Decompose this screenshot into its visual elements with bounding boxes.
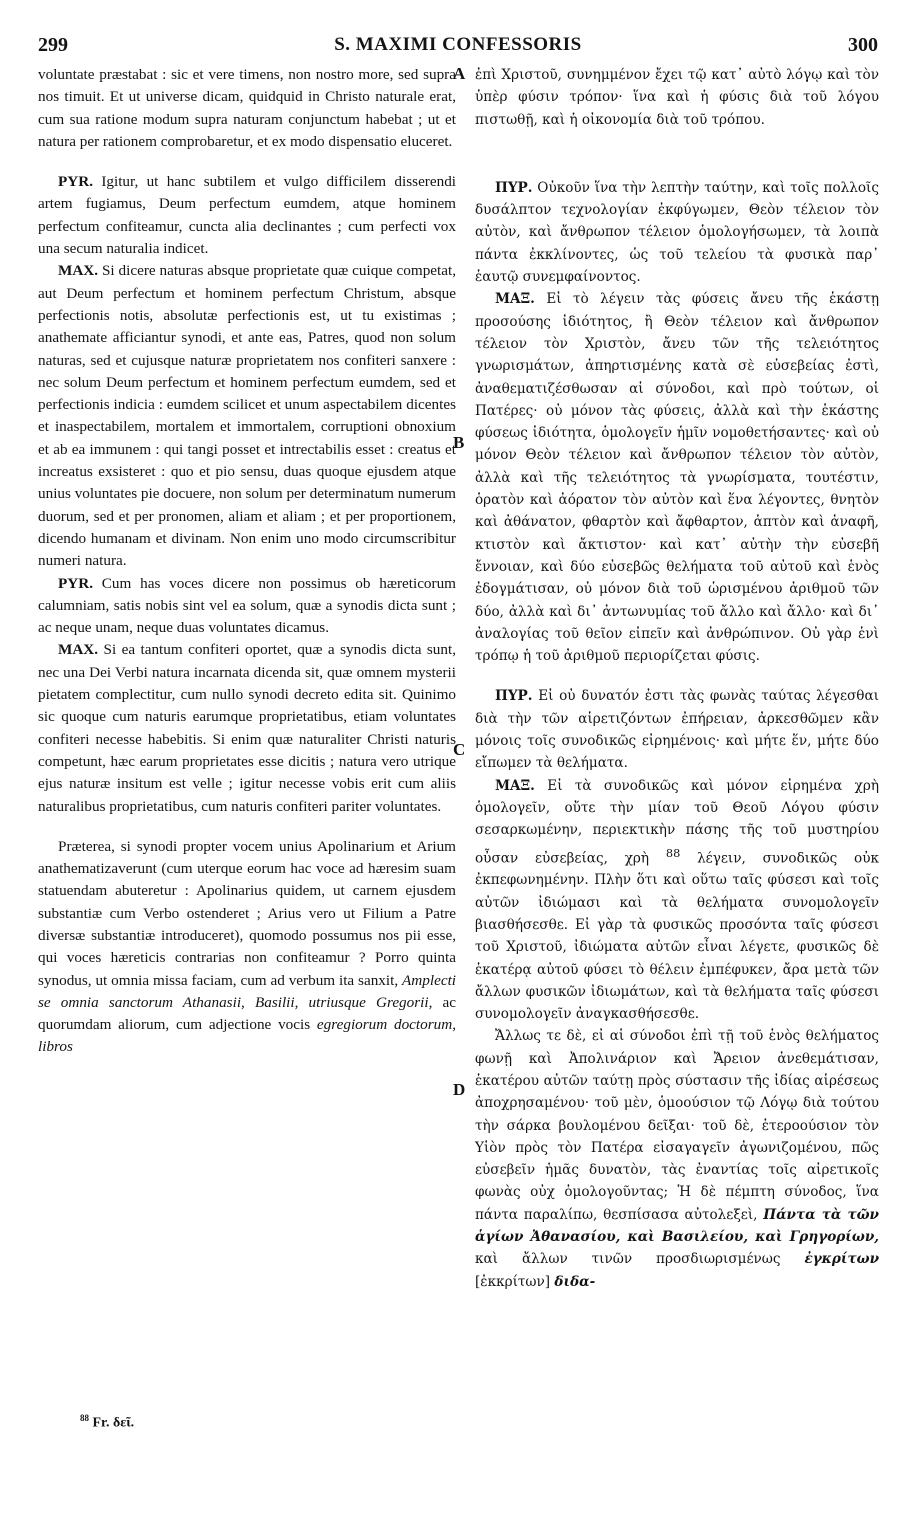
speaker-label: ΠΥΡ. [495,688,533,705]
greek-paragraph-5-text-b: λέγειν, συνοδικῶς οὐκ ἐκπεφωνημένην. Πλὴν ὅτι καὶ οὕτω ταῖς φύσεσι καὶ τοῖς αὐτῶν ἰδιώμασι καὶ τὰ θελήματα συνομολογεῖν βιασθήσεσθε. Εἰ γὰρ τὰ φυσικῶς προσόντα ταῖς φύσεσι τοῦ Χριστοῦ, ἰδιώματα αὐτῶν εἶναι λέγετε, φυσικῶς δὲ ἑκατέρᾳ αὐτοῦ φύσει τὸ θέλειν ἐμπέφυκεν, ἄρα μετὰ τῶν ἄλλων φυσικῶν ἰδιωμάτων, καὶ τὰ θελήματα ταῖς φύσεσι συνομολογεῖν ἀναγκασθήσεσθε. [475,850,879,1023]
greek-paragraph-6-text: Ἄλλως τε δὲ, εἰ αἱ σύνοδοι ἐπὶ τῇ τοῦ ἑνὸς θελήματος φωνῇ καὶ Ἀπολινάριον καὶ Ἄρειον ἀνεθεμάτισαν, ἑκατέρου αὐτῶν ταύτῃ πρὸς σύστασιν τῆς ἰδίας αἱρέσεως ἀποχρησαμένου· τοῦ μὲν, ὁμοούσιον τῷ Λόγῳ διὰ τούτου τὴν σάρκα βουλομένου δεῖξαι· τοῦ δὲ, ἑτεροούσιον τὸν Υἱὸν πρὸς τὸν Πατέρα εἰσαγαγεῖν ἀγωνιζομένου, πῶς εὐσεβεῖν ἡμᾶς δυνατὸν, τὰς ἐναντίας τοῖς αἱρετικοῖς φωνὰς οὐχ ὁμολογοῦντας; Ἡ δὲ πέμπτη σύνοδος, ἵνα πάντα παραλίπω, θεσπίσασα αὐτολεξεὶ, [475,1028,879,1223]
greek-paragraph-4-text: Εἰ οὐ δυνατόν ἐστι τὰς φωνὰς ταύτας λέγεσθαι διὰ τὴν τῶν αἱρετιζόντων ἐπήρειαν, ἀρκεσθῶμεν κἂν μόνοις τοῖς συνοδικῶς εἰρημένοις· καὶ μήτε ἕν, μήτε δύο εἴπωμεν τὰ θελήματα. [475,688,879,772]
latin-paragraph-6-text: Præterea, si synodi propter vocem unius Apolinarium et Arium anathematizaverunt (cum uterque eorum hac voce ad hæresim suam statuendam abuteretur : Apolinarius quidem, ut carnem ejusdem substantiæ cum Verbo ostenderet ; Arius vero ut Filium a Patre diversæ substantiæ introduceret), quomodo possumus nos pii esse, qui voces hæreticis contrarias non confiteamur ? Porro quinta synodus, ut omnia missa faciam, cum ad verbum ita sanxit, [38,837,456,989]
footnote-text: Fr. δεῖ. [92,1415,135,1431]
latin-paragraph-4-text: Cum has voces dicere non possimus ob hæreticorum calumniam, satis nobis sint vel ea solum, quæ a synodis dicta sunt ; ac neque unam, neque duas voluntates dicamus. [38,574,456,637]
greek-variant-reading: [ἐκκρίτων] [475,1273,551,1290]
greek-paragraph-3-text: Εἰ τὸ λέγειν τὰς φύσεις ἄνευ τῆς ἑκάστῃ προσούσης ἰδιότητος, ἢ Θεὸν τέλειον καὶ ἄνθρωπον τέλειον τὸν Χριστὸν, ἄνευ τῶν τῆς τελειότητος γνωρισμάτων, ἀπηρτισμένης κατὰ σὲ εὐσεβείας ἐστὶ, ἀναθεματιζέσθωσαν αἱ σύνοδοι, καὶ πρὸ τούτων, οἱ Πατέρες· οὐ μόνον τὰς φύσεις, ἀλλὰ καὶ τὴν ἑκάστης φύσεως ἰδιότητα, ὁμολογεῖν ἡμῖν νομοθετήσαντες· καὶ οὐ μόνον Θεὸν τέλειον καὶ ἄνθρωπον τέλειον τὸν αὐτὸν, ἀλλὰ καὶ τῆς τελειότητος τὰ γνωρίσματα, τουτέστιν, ὁρατὸν καὶ ἀόρατον τὸν αὐτὸν καὶ ἕνα λέγοντες, θνητὸν καὶ ἀθάνατον, φθαρτὸν καὶ ἄφθαρτον, ἁπτὸν καὶ ἀναφῆ, κτιστὸν καὶ ἄκτιστον· καὶ κατ᾽ αὐτὴν τὴν εὐσεβῆ ἔννοιαν, καὶ δύο εὐσεβῶς θελήματα τοῦ αὐτοῦ καὶ ἑνὸς ἐδογμάτισαν, οὐ μόνον διὰ τοῦ ὡρισμένου ἀριθμοῦ τῶν δύο, ἀλλὰ καὶ δι᾽ ἀντωνυμίας τοῦ ἄλλο καὶ ἄλλο· καὶ δι᾽ ἀναλογίας τοῦ θεῖον εἰπεῖν καὶ ἀνθρώπινον. Οὐ γὰρ ἑνὶ τρόπῳ ἡ τοῦ ἀριθμοῦ περιορίζεται φύσις. [475,291,879,665]
greek-quotation-c: διδα- [554,1273,596,1290]
greek-column [475,64,879,1293]
latin-paragraph-5 [38,639,456,817]
greek-paragraph-4 [475,685,879,774]
speaker-label: MAX. [58,262,99,280]
speaker-label: PYR. [58,173,94,191]
speaker-label: PYR. [58,574,94,592]
footnote-reference: 88 [665,845,681,860]
greek-paragraph-5-text: Εἰ τὰ συνοδικῶς καὶ μόνον εἰρημένα χρὴ ὁμολογεῖν, οὔτε τὴν μίαν τοῦ Θεοῦ Λόγου φύσιν σεσαρκωμένην, περιεκτικὴν πάσης τῆς τοῦ μυστηρίου οὖσαν εὐσεβείας, χρὴ [475,777,879,867]
latin-paragraph-2-text: Igitur, ut hanc subtilem et vulgo difficilem disserendi artem fugiamus, Deum perfectum eumdem, atque hominem perfectum confiteamur, cuncta alia declinantes ; cum perfecti vox una secum naturalia indicet. [38,173,457,258]
margin-marker-d: D [453,1080,466,1099]
margin-marker-a: A [453,64,466,83]
greek-paragraph-5 [475,775,879,1026]
footnote [80,1413,134,1432]
greek-paragraph-6-text-b: καὶ ἄλλων τινῶν προσδιωρισμένως [475,1251,781,1268]
paragraph-gap [38,818,456,836]
latin-paragraph-1: voluntate præstabat : sic et vere timens, non nostro more, sed supra nos timuit. Et ut universe dicam, quidquid in Christo naturale erat, cum sua ratione modum supra naturam conjunctum habebat ; ut et natura per rationem comprobaretur, et ex modo dispensatio eluceret. [38,66,456,150]
greek-paragraph-3 [475,288,879,667]
latin-paragraph-4 [38,573,456,640]
latin-column [38,64,456,1059]
greek-quotation-b: ἐγκρίτων [804,1251,880,1268]
greek-paragraph-2 [475,177,879,288]
latin-paragraph-2 [38,171,456,260]
margin-marker-c: C [453,740,466,759]
latin-quotation-b: egregiorum doctorum, libros [38,1016,457,1056]
latin-paragraph-6 [38,836,456,1059]
page-number-left: 299 [38,34,68,56]
greek-paragraph-2-text: Οὐκοῦν ἵνα τὴν λεπτὴν ταύτην, καὶ τοῖς πολλοῖς δυσάλπτον τεχνολογίαν ἐκφύγωμεν, Θεὸν τέλειον τὸν αὐτὸν, καὶ ἄνθρωπον τέλειον ὁμολογήσωμεν, τὰ λοιπὰ πάντα ἐκκλίνοντες, ὡς τοῦ τελείου τὰ φυσικὰ παρ᾽ ἑαυτῷ συνεμφαίνοντος. [475,179,879,286]
page-header [38,34,878,60]
speaker-label: ΜΑΞ. [495,777,535,794]
greek-paragraph-6 [475,1025,879,1293]
latin-paragraph-3-text: Si dicere naturas absque proprietate quæ cuique competat, aut Deum perfectum et hominem perfectum Christum, absque perfectionis notis, absolutæ perfectionis est, ut tu existimas ; anathemate afficiantur synodi, et ante eas, Patres, quod non solum naturas, sed et cujusque naturæ proprietatem nos confiteri sanxere : nec solum Deum perfectum et hominem perfectum eumdem, sed et perfectionis indicia : eumdem scilicet et unum aspectabilem dicentes et inaspectabilem, mortalem et immortalem, corruptioni obnoxium et ab ea immunem : qui tangi posset et intrectabilis esset : creatus et increatus exsisteret : quo et pio sensu, duas quoque ejusdem atque unius voluntates pie docuere, non solum per determinatum numerum duorum, sed et per pronomen, aliam et aliam ; et per proportionem, dicendo humanam et divinam. Non enim uno modo circumscribitur numeri natura. [38,262,457,570]
page-number-right: 300 [848,34,878,56]
latin-quotation: Amplecti se omnia sanctorum Athanasii, Basilii, utriusque Gregorii, [38,971,457,1011]
speaker-label: MAX. [58,641,99,659]
paragraph-gap [475,667,879,685]
paragraph-gap [475,131,879,177]
footnote-mark: 88 [80,1413,89,1423]
speaker-label: ΜΑΞ. [495,291,535,308]
speaker-label: ΠΥΡ. [495,179,533,196]
running-title: S. MAXIMI CONFESSORIS [334,34,582,55]
paragraph-gap [38,153,456,171]
latin-paragraph-3 [38,260,456,572]
latin-paragraph-6-text-b: ac quorumdam aliorum, cum adjectione vocis [38,993,457,1034]
greek-quotation: Πάντα τὰ τῶν ἁγίων Ἀθανασίου, καὶ Βασιλείου, καὶ Γρηγορίων, [475,1206,879,1246]
margin-marker-b: B [453,433,465,452]
latin-paragraph-5-text: Si ea tantum confiteri oportet, quæ a synodis dicta sunt, nec una Dei Verbi natura incarnata dicenda sit, quæ omnem mysterii pietatem complectitur, cum nullo synodi decreto edita sit. Quinimo sic quoque cum naturis earumque proprietatibus, etiam voluntates confiteri necesse habebitis. Si enim quæ naturaliter Christi naturis competunt, hæc earum proprietates esse dicitis ; natura vero utrique ejus naturæ insitum est velle ; igitur necesse vobis erit cum aliis naturalibus proprietatibus, cum naturis confiteri pariter voluntates. [38,641,456,815]
greek-paragraph-1: ἐπὶ Χριστοῦ, συνημμένον ἔχει τῷ κατ᾽ αὐτὸ λόγῳ καὶ τὸν ὑπὲρ φύσιν τρόπον· ἵνα καὶ ἡ φύσις διὰ τοῦ λόγου πιστωθῇ, καὶ ἡ οἰκονομία διὰ τοῦ τρόπου. [475,67,879,128]
